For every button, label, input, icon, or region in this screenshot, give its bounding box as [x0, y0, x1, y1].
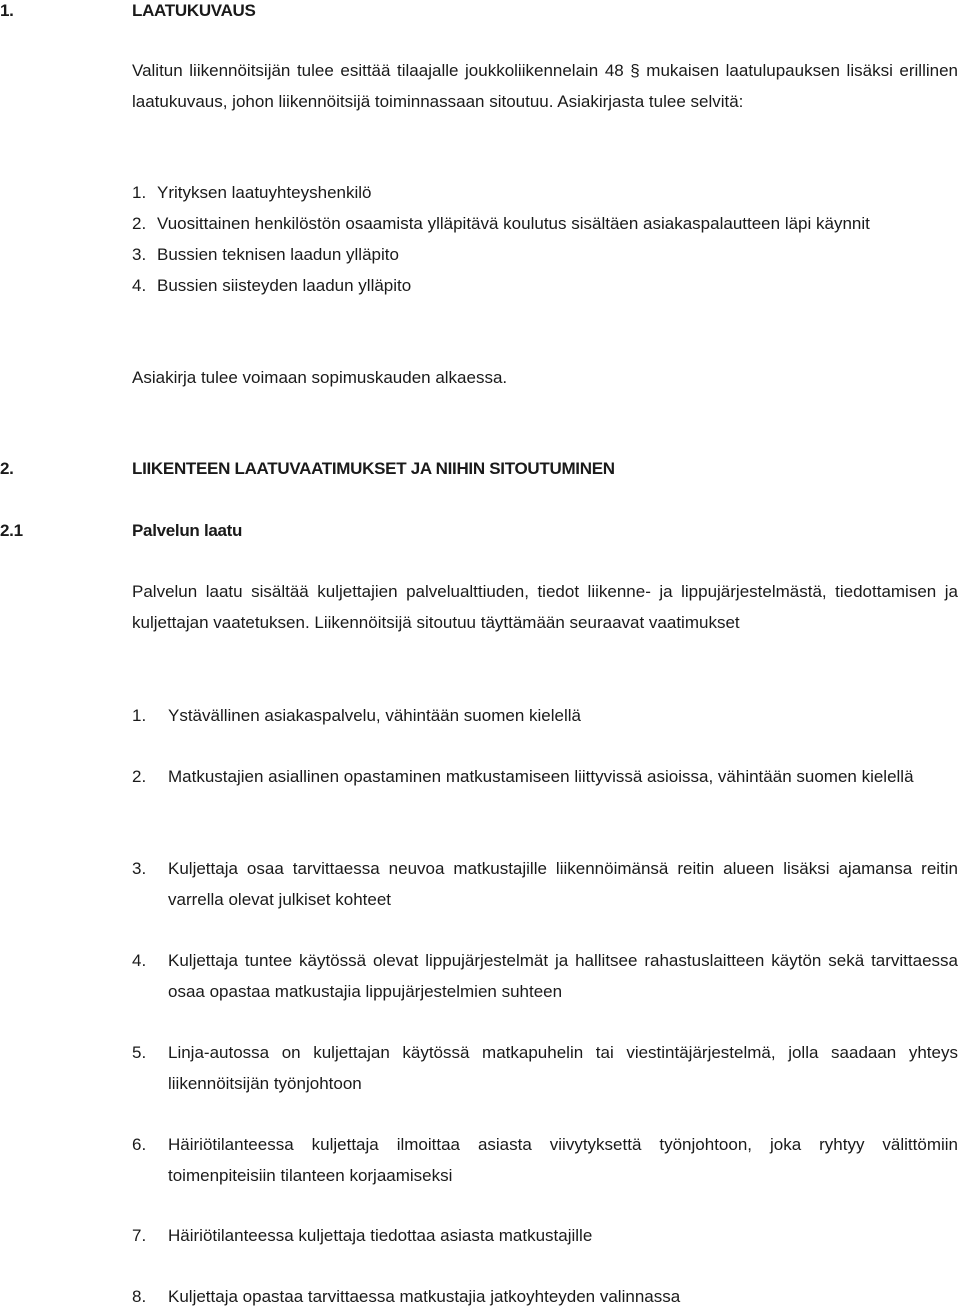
section-number: 2.1: [0, 521, 23, 540]
requirement-item: [132, 945, 958, 1007]
requirement-text: Kuljettaja tuntee käytössä olevat lippujärjestelmät ja hallitsee rahastuslaitteen käytön sekä tarvittaessa osaa opastaa matkustajia lippujärjestelmien suhteen: [168, 951, 958, 1001]
requirement-text: Kuljettaja opastaa tarvittaessa matkustajia jatkoyhteyden valinnassa: [168, 1287, 681, 1306]
section-1-intro: Valitun liikennöitsijän tulee esittää tilaajalle joukkoliikennelain 48 § mukaisen laatulupauksen lisäksi erillinen laatukuvaus, johon liikennöitsijä toiminnassaan sitoutuu. Asiakirjasta tulee selvitä:: [132, 61, 958, 111]
section-1-closing: Asiakirja tulee voimaan sopimuskauden alkaessa.: [132, 368, 508, 387]
section-title: Palvelun laatu: [132, 521, 243, 540]
list-item-text: Bussien teknisen laadun ylläpito: [157, 245, 399, 264]
list-item: [132, 239, 958, 270]
requirement-item: [132, 1220, 958, 1251]
requirement-item: [132, 700, 958, 731]
requirement-number: 6.: [132, 1135, 147, 1154]
section-title: LIIKENTEEN LAATUVAATIMUKSET JA NIIHIN SITOUTUMINEN: [132, 459, 615, 478]
requirement-text: Linja-autossa on kuljettajan käytössä matkapuhelin tai viestintäjärjestelmä, jolla saadaan yhteys liikennöitsijän työnjohtoon: [168, 1043, 958, 1093]
section-1-list: [132, 177, 958, 301]
list-item: [132, 208, 958, 239]
list-item-number: 2.: [132, 214, 147, 233]
requirement-item: [132, 1281, 958, 1312]
requirement-number: 8.: [132, 1287, 147, 1306]
list-item-text: Yrityksen laatuyhteyshenkilö: [157, 183, 372, 202]
requirement-number: 2.: [132, 767, 147, 786]
section-title: LAATUKUVAUS: [132, 1, 256, 20]
list-item-text: Vuosittainen henkilöstön osaamista ylläpitävä koulutus sisältäen asiakaspalautteen läpi käynnit: [157, 214, 870, 233]
requirement-text: Häiriötilanteessa kuljettaja ilmoittaa asiasta viivytyksettä työnjohtoon, joka ryhtyy välittömiin toimenpiteisiin tilanteen korjaamiseksi: [168, 1135, 958, 1185]
requirement-text: Matkustajien asiallinen opastaminen matkustamiseen liittyvissä asioissa, vähintään suomen kielellä: [168, 767, 914, 786]
list-item: [132, 270, 958, 301]
list-item-number: 1.: [132, 183, 147, 202]
section-2-1-intro: Palvelun laatu sisältää kuljettajien palvelualttiuden, tiedot liikenne- ja lippujärjestelmästä, tiedottamisen ja kuljettajan vaatetuksen. Liikennöitsijä sitoutuu täyttämään seuraavat vaatimukset: [132, 582, 958, 632]
requirement-text: Kuljettaja osaa tarvittaessa neuvoa matkustajille liikennöimänsä reitin alueen lisäksi ajamansa reitin varrella olevat julkiset kohteet: [168, 859, 958, 909]
requirement-item: [132, 1037, 958, 1099]
requirement-number: 4.: [132, 951, 147, 970]
section-number: 1.: [0, 1, 14, 20]
list-item-number: 4.: [132, 276, 147, 295]
requirement-item: [132, 761, 958, 792]
requirement-number: 1.: [132, 706, 147, 725]
requirement-number: 3.: [132, 859, 147, 878]
requirement-text: Ystävällinen asiakaspalvelu, vähintään suomen kielellä: [168, 706, 581, 725]
requirement-number: 5.: [132, 1043, 147, 1062]
requirement-item: [132, 1129, 958, 1191]
section-number: 2.: [0, 459, 14, 478]
requirement-text: Häiriötilanteessa kuljettaja tiedottaa asiasta matkustajille: [168, 1226, 593, 1245]
list-item-text: Bussien siisteyden laadun ylläpito: [157, 276, 412, 295]
requirement-item: [132, 853, 958, 915]
list-item: [132, 177, 958, 208]
requirement-number: 7.: [132, 1226, 147, 1245]
list-item-number: 3.: [132, 245, 147, 264]
